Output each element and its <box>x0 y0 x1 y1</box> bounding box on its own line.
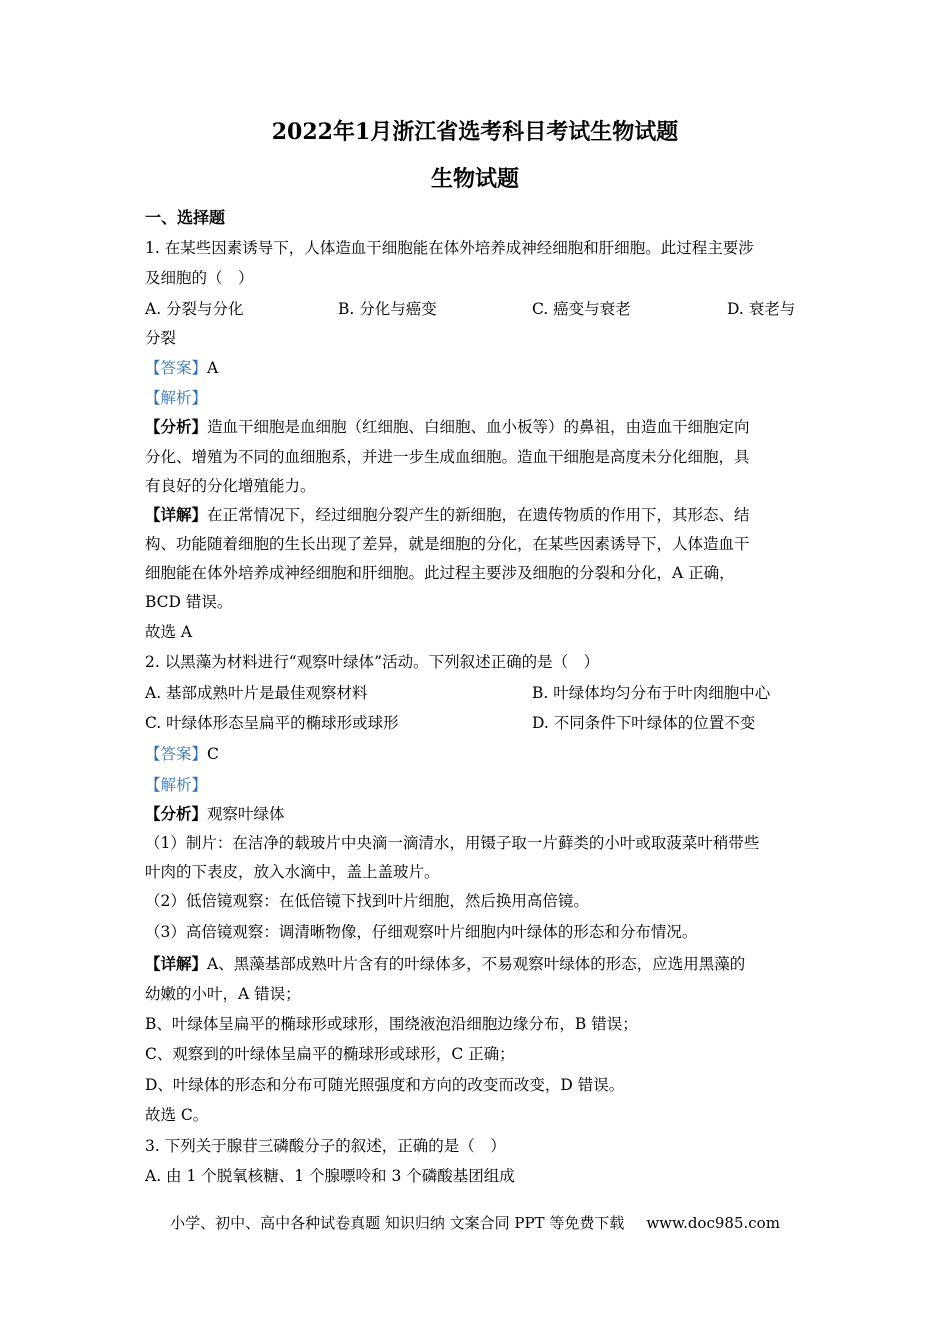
q1-stem-line-2: 及细胞的（ ） <box>145 269 254 287</box>
q2-choose: 故选 C。 <box>145 1106 209 1124</box>
section-heading: 一、选择题 <box>145 208 226 227</box>
q1-fenxi-line-3: 有良好的分化增殖能力。 <box>145 477 316 495</box>
q2-step-line-1: （1）制片：在洁净的载玻片中央滴一滴清水，用镊子取一片藓类的小叶或取菠菜叶稍带些 <box>145 834 760 852</box>
xiangjie-tag: 【详解】 <box>145 954 208 973</box>
q1-answer <box>145 358 218 378</box>
fenxi-tag: 【分析】 <box>145 804 208 823</box>
page-footer <box>0 1213 950 1233</box>
q2-step-line-2: 叶肉的下表皮，放入水滴中，盖上盖玻片。 <box>145 863 440 881</box>
q2-fenxi <box>145 804 285 824</box>
q2-stem: 2. 以黑藻为材料进行“观察叶绿体”活动。下列叙述正确的是（ ） <box>145 653 600 671</box>
q2-xiangjie-line-4: C、观察到的叶绿体呈扁平的椭球形或球形，C 正确； <box>145 1045 515 1063</box>
q1-xiangjie-line-3: 细胞能在体外培养成神经细胞和肝细胞。此过程主要涉及细胞的分裂和分化，A 正确， <box>145 564 735 582</box>
q1-fenxi-line-1 <box>145 417 750 437</box>
q2-step-line-4: （3）高倍镜观察：调清晰物像，仔细观察叶片细胞内叶绿体的形态和分布情况。 <box>145 923 698 941</box>
q1-choose: 故选 A <box>145 623 193 641</box>
page-title: 2022年1月浙江省选考科目考试生物试题 <box>271 119 679 145</box>
fenxi-text: 造血干细胞是血细胞（红细胞、白细胞、血小板等）的鼻祖，由造血干细胞定向 <box>207 418 750 436</box>
fenxi-tag: 【分析】 <box>145 417 208 436</box>
q2-answer <box>145 744 219 764</box>
q3-stem: 3. 下列关于腺苷三磷酸分子的叙述，正确的是（ ） <box>145 1137 506 1155</box>
answer-value: A <box>207 359 219 377</box>
q1-xiangjie-line-4: BCD 错误。 <box>145 593 233 611</box>
q1-analysis-tag: 【解析】 <box>145 389 208 407</box>
q2-xiangjie-line-3: B、叶绿体呈扁平的椭球形或球形，围绕液泡沿细胞边缘分布，B 错误； <box>145 1015 638 1033</box>
answer-tag: 【答案】 <box>145 359 208 377</box>
footer-url[interactable]: www.doc985.com <box>646 1214 780 1232</box>
q2-option-d: D. 不同条件下叶绿体的位置不变 <box>532 714 756 732</box>
answer-tag: 【答案】 <box>145 745 208 763</box>
page-subtitle: 生物试题 <box>430 166 519 192</box>
q2-analysis-tag: 【解析】 <box>145 776 208 794</box>
q1-stem-line-1: 1. 在某些因素诱导下，人体造血干细胞能在体外培养成神经细胞和肝细胞。此过程主要涉 <box>145 239 754 257</box>
q2-option-c: C. 叶绿体形态呈扁平的椭球形或球形 <box>145 714 399 732</box>
q1-option-b: B. 分化与癌变 <box>338 300 437 318</box>
q1-option-a: A. 分裂与分化 <box>145 300 244 318</box>
answer-value: C <box>207 745 219 763</box>
q2-xiangjie-line-5: D、叶绿体的形态和分布可随光照强度和方向的改变而改变，D 错误。 <box>145 1076 625 1094</box>
q1-option-d: D. 衰老与 <box>727 300 796 318</box>
q1-xiangjie-line-2: 构、功能随着细胞的生长出现了差异，就是细胞的分化，在某些因素诱导下，人体造血干 <box>145 535 750 553</box>
q2-option-b: B. 叶绿体均匀分布于叶肉细胞中心 <box>532 684 771 702</box>
xiangjie-text: 在正常情况下，经过细胞分裂产生的新细胞，在遗传物质的作用下，其形态、结 <box>207 506 750 524</box>
q2-step-line-3: （2）低倍镜观察：在低倍镜下找到叶片细胞，然后换用高倍镜。 <box>145 892 589 910</box>
q1-fenxi-line-2: 分化、增殖为不同的血细胞系，并进一步生成血细胞。造血干细胞是高度未分化细胞，具 <box>145 448 750 466</box>
fenxi-title: 观察叶绿体 <box>207 805 285 823</box>
q1-xiangjie-line-1 <box>145 505 750 525</box>
q2-xiangjie-line-1 <box>145 954 745 974</box>
q2-xiangjie-line-2: 幼嫩的小叶，A 错误； <box>145 985 301 1003</box>
q1-option-d-wrap: 分裂 <box>145 329 177 347</box>
q1-option-c: C. 癌变与衰老 <box>532 300 631 318</box>
footer-text: 小学、初中、高中各种试卷真题 知识归纳 文案合同 PPT 等免费下载 <box>170 1214 625 1232</box>
xiangjie-tag: 【详解】 <box>145 505 208 524</box>
q3-option-a: A. 由 1 个脱氧核糖、1 个腺嘌呤和 3 个磷酸基团组成 <box>145 1167 515 1185</box>
q2-option-a: A. 基部成熟叶片是最佳观察材料 <box>145 684 368 702</box>
xiangjie-text: A、黑藻基部成熟叶片含有的叶绿体多，不易观察叶绿体的形态，应选用黑藻的 <box>207 955 746 973</box>
